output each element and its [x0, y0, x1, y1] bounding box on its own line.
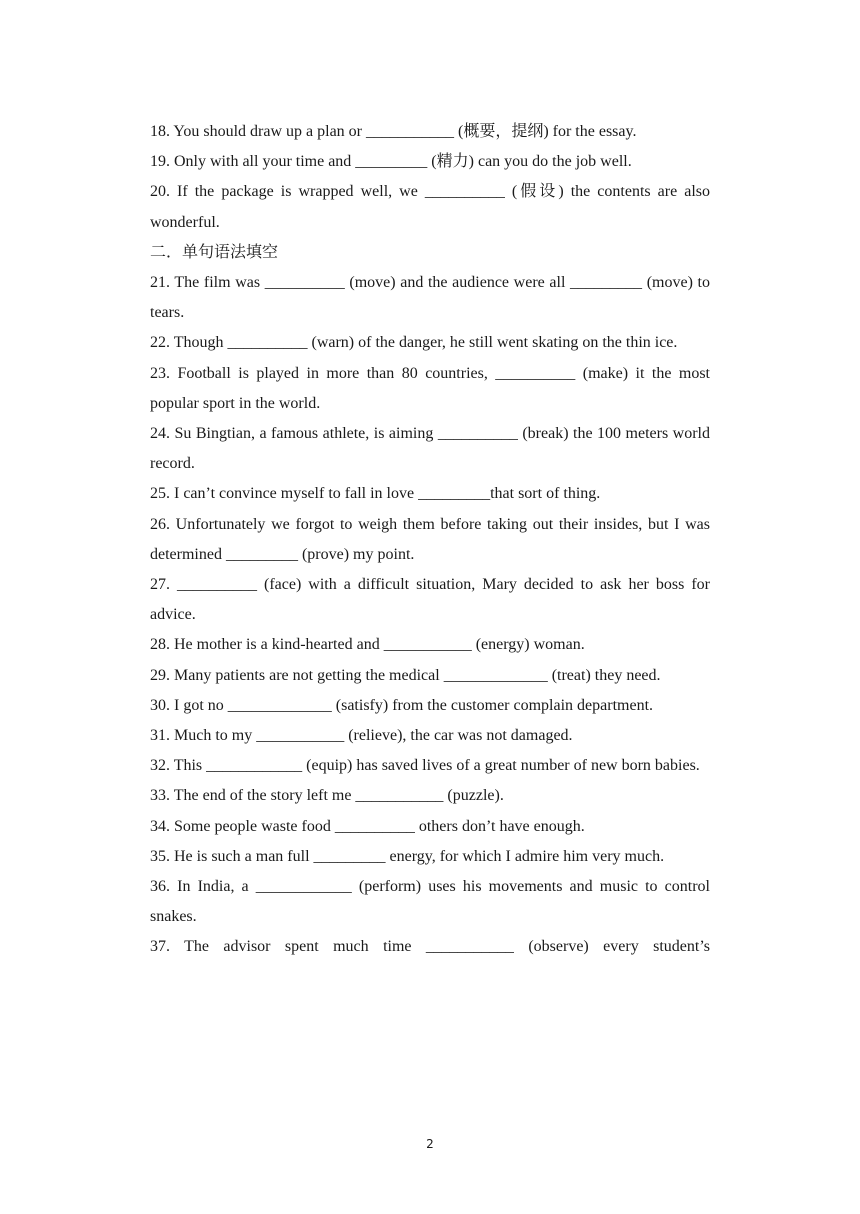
exercise-item-18: 18. You should draw up a plan or ___________ (概要，提纲) for the essay.	[150, 123, 637, 140]
exercise-item-36: 36. In India, a ____________ (perform) uses his movements and music to control snakes.	[150, 878, 710, 926]
exercise-item-35: 35. He is such a man full _________ energy, for which I admire him very much.	[150, 847, 665, 865]
section-heading: 二．单句语法填空	[150, 243, 279, 261]
exercise-item-32: 32. This ____________ (equip) has saved lives of a great number of new born babies.	[150, 757, 700, 775]
exercise-item-25: 25. I can’t convince myself to fall in love _________that sort of thing.	[150, 485, 601, 503]
exercise-item-29: 29. Many patients are not getting the medical _____________ (treat) they need.	[150, 666, 661, 684]
exercise-item-23: 23. Football is played in more than 80 countries, __________ (make) it the most popular sport in the world.	[150, 364, 710, 412]
exercise-item-24: 24. Su Bingtian, a famous athlete, is aiming __________ (break) the 100 meters world record.	[150, 425, 710, 473]
exercise-item-26: 26. Unfortunately we forgot to weigh them before taking out their insides, but I was determined _________ (prove) my point.	[150, 515, 710, 563]
exercise-item-20: 20. If the package is wrapped well, we __________ (假设) the contents are also wonderful.	[150, 183, 710, 231]
exercise-item-28: 28. He mother is a kind-hearted and ___________ (energy) woman.	[150, 636, 585, 654]
exercise-item-31: 31. Much to my ___________ (relieve), the car was not damaged.	[150, 727, 573, 745]
page-number: 2	[426, 1137, 434, 1151]
exercise-item-19: 19. Only with all your time and _________ (精力) can you do the job well.	[150, 153, 632, 171]
exercise-item-37: 37. The advisor spent much time ___________ (observe) every student’s	[150, 938, 710, 956]
exercise-item-34: 34. Some people waste food __________ others don’t have enough.	[150, 817, 585, 835]
exercise-item-30: 30. I got no _____________ (satisfy) from the customer complain department.	[150, 696, 654, 714]
exercise-item-22: 22. Though __________ (warn) of the danger, he still went skating on the thin ice.	[150, 334, 678, 352]
exercise-item-33: 33. The end of the story left me ___________ (puzzle).	[150, 787, 504, 805]
exercise-body	[150, 117, 710, 963]
exercise-item-21: 21. The film was __________ (move) and the audience were all _________ (move) to tears.	[150, 274, 710, 322]
exercise-item-27: 27. __________ (face) with a difficult situation, Mary decided to ask her boss for advice.	[150, 576, 710, 624]
